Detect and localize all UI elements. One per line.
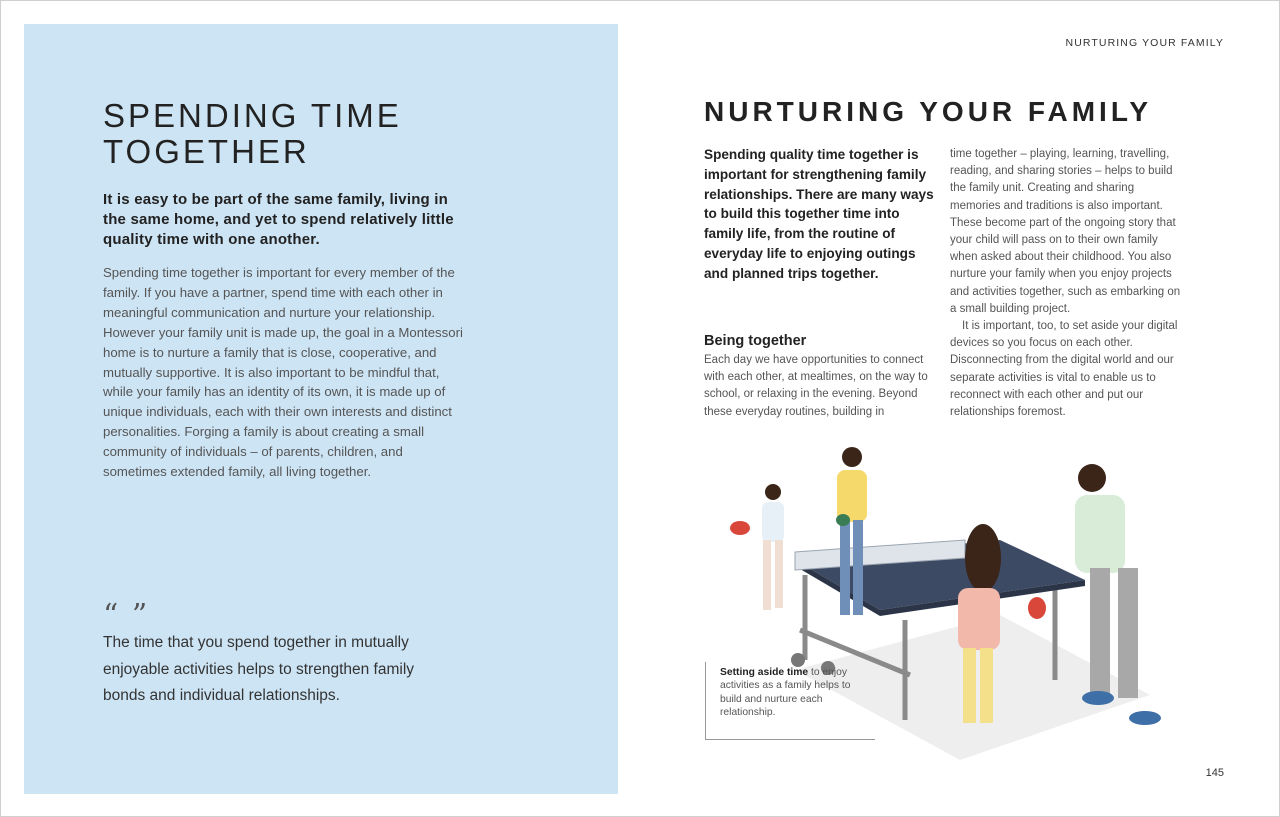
caption-bold-text: Setting aside time xyxy=(720,667,809,678)
caption-text: to enjoy activities as a family helps to build and nurture each relationship. xyxy=(720,667,851,719)
column-b-paragraph-1: time together – playing, learning, travelling, reading, and sharing stories – helps to build the family unit. Creating and sharing memories and traditions is also important. These become part of the ongoing story that your child will pass on to their own family when asked about their childhood. You also nurture your family when you enjoy projects and activities together, such as embarking on a small building project. xyxy=(950,148,1181,315)
page-number: 145 xyxy=(1205,767,1224,779)
right-page-title: NURTURING YOUR FAMILY xyxy=(704,96,1153,127)
section-heading: Being together xyxy=(704,333,807,349)
left-title-line-2: TOGETHER xyxy=(103,133,310,170)
quote-marks-icon: “ ” xyxy=(103,598,150,633)
boy-figure xyxy=(730,484,784,610)
left-intro-paragraph: It is easy to be part of the same family, living in the same home, and yet to spend relatively little quality time with one another. xyxy=(103,191,454,248)
running-head: NURTURING YOUR FAMILY xyxy=(1065,37,1224,49)
column-b xyxy=(950,146,1182,421)
column-a-text: Each day we have opportunities to connect with each other, at mealtimes, on the way to school, or relaxing in the evening. Beyond these everyday routines, building in xyxy=(704,354,928,418)
left-page-title xyxy=(103,98,402,170)
left-title-line-1: SPENDING TIME xyxy=(103,97,402,134)
right-lead-paragraph: Spending quality time together is important for strengthening family relationships. There are many ways to build this together time into family life, from the routine of everyday life to enjoying outings and planned trips together. xyxy=(704,147,934,281)
pull-quote: The time that you spend together in mutually enjoyable activities helps to strengthen family bonds and individual relationships. xyxy=(103,634,415,704)
column-b-paragraph-2: It is important, too, to set aside your digital devices so you focus on each other. Disconnecting from the digital world and our separate activities is vital to enable us to reconnect with each other and put our relationships foremost. xyxy=(950,320,1178,419)
left-body-paragraph: Spending time together is important for every member of the family. If you have a partner, spend time with each other in meaningful communication and nurture your relationship. However your family unit is made up, the goal in a Montessori home is to nurture a family that is close, cooperative, and mutually supportive. It is also important to be mindful that, while your family has an identity of its own, it is made up of unique individuals, each with their own interests and distinct personalities. Forging a family is about creating a small community of individuals – of parents, children, and sometimes extended family, all living together. xyxy=(103,265,463,480)
illustration-caption xyxy=(705,662,875,740)
